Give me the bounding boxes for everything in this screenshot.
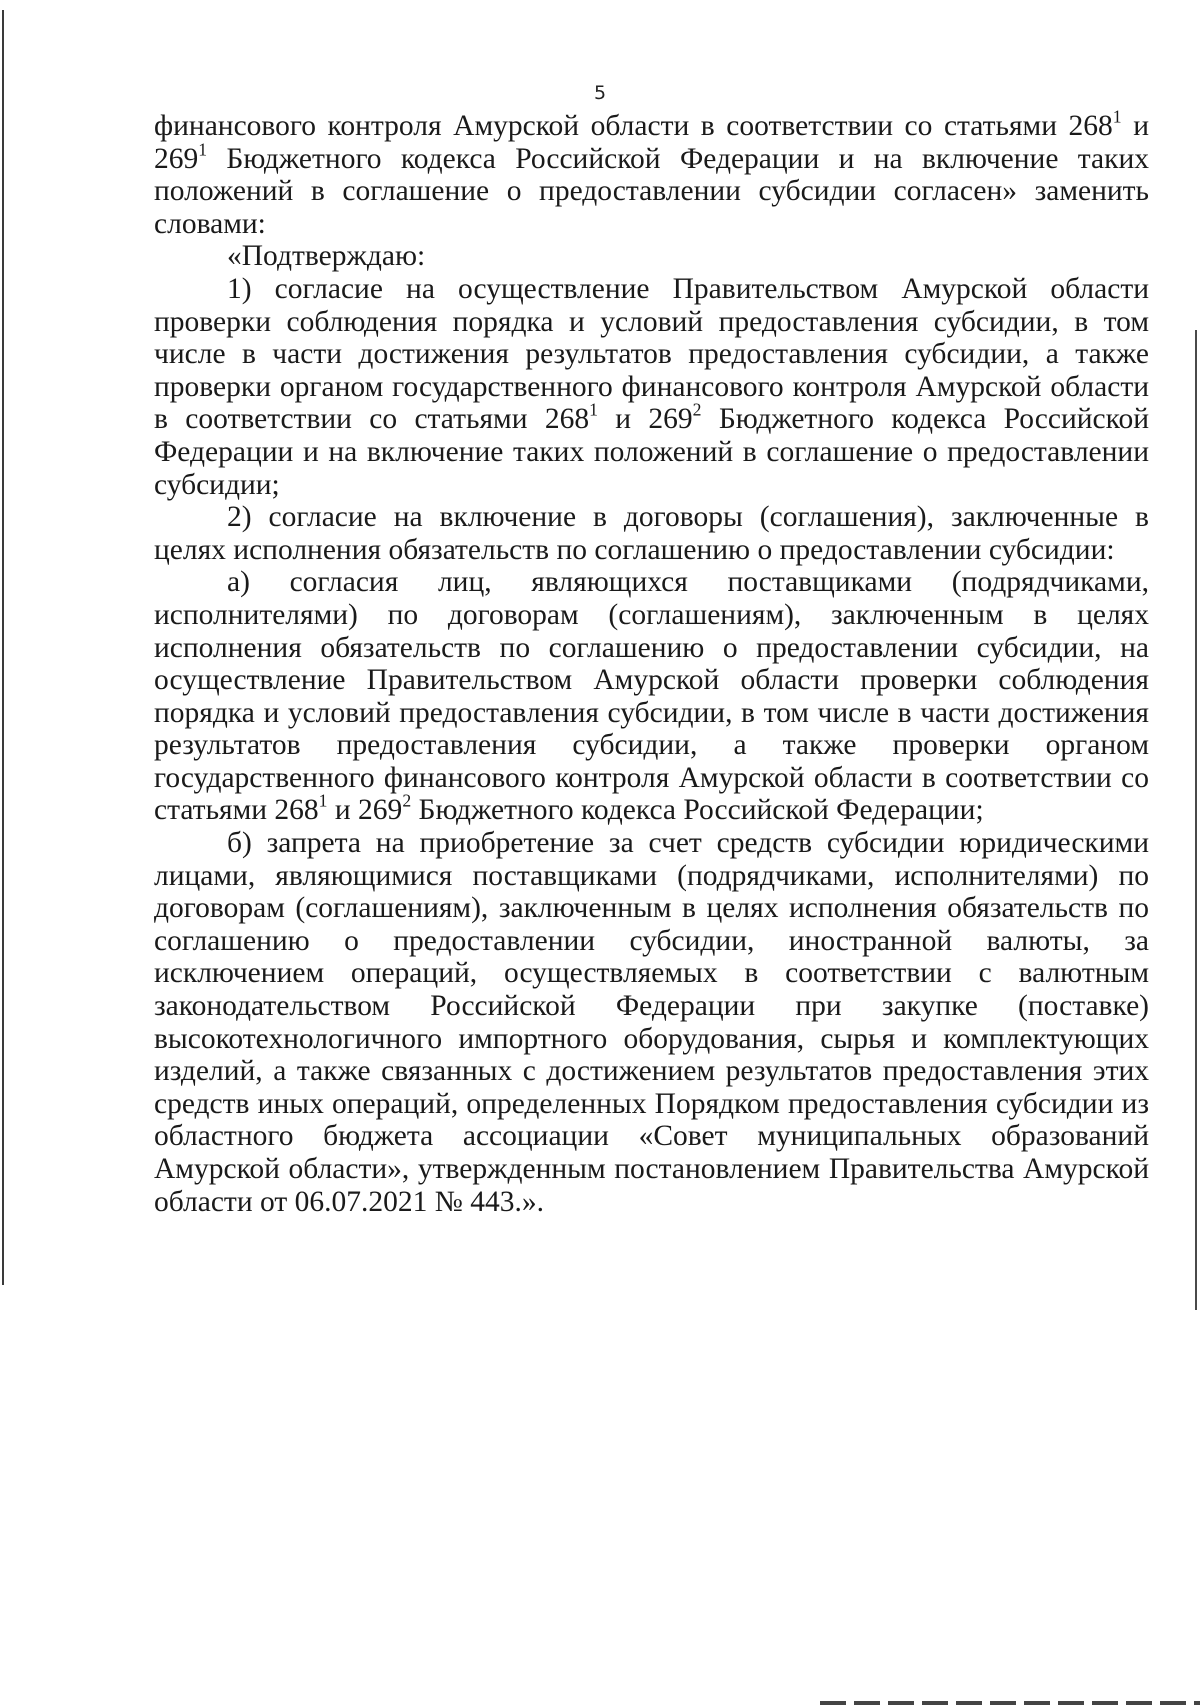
superscript: 2 [402,791,412,812]
paragraph [154,827,1149,1218]
document-body [154,106,1150,1218]
scan-edge-right [1195,330,1197,1310]
paragraph [154,566,1149,827]
text-segment: Бюджетного кодекса Российской Федерации; [411,794,984,827]
superscript: 1 [198,139,208,160]
superscript: 1 [1112,106,1122,127]
text-segment: и 269 [597,403,693,436]
scan-edge-left [2,10,4,1285]
superscript: 2 [692,399,702,420]
page-number: 5 [593,82,607,104]
paragraph [154,273,1149,501]
superscript: 1 [318,791,328,812]
text-segment: «Подтверждаю: [227,240,426,273]
text-segment: б) запрета на приобретение за счет средств субсидии юридическими лицами, являющимися поставщиками (подрядчиками, исполнителями) по договорам (соглашениям), заключенным в целях исполнения обязательств по соглашению о предоставлении субсидии, иностранной валюты, за исключением операций, осуществляемых в соответствии с валютным законодательством Российской Федерации при закупке (поставке) высокотехнологичного импортного оборудования, сырья и комплектующих изделий, а также связанных с достижением результатов предоставления этих средств иных операций, определенных Порядком предоставления субсидии из областного бюджета ассоциации «Совет муниципальных образований Амурской области», утвержденным постановлением Правительства Амурской области от 06.07.2021 № 443.». [154,827,1149,1218]
text-segment: и 269 [154,110,1149,175]
text-segment: Бюджетного кодекса Российской Федерации и на включение таких положений в соглашение о предоставлении субсидии; [154,403,1150,501]
paragraph [154,106,1149,240]
text-segment: и 269 [327,794,403,827]
paragraph [154,240,1149,273]
text-segment: 1) согласие на осуществление Правительством Амурской области проверки соблюдения порядка и условий предоставления субсидии, в том числе в части достижения результатов предоставления субсидии, а также проверки органом государственного финансового контроля Амурской области в соответствии со статьями 268 [154,272,1149,436]
paragraph [154,501,1149,566]
text-segment: 2) согласие на включение в договоры (соглашения), заключенные в целях исполнения обязательств по соглашению о предоставлении субсидии: [154,501,1149,566]
text-segment: а) согласия лиц, являющихся поставщиками (подрядчиками, исполнителями) по договорам (соглашениям), заключенным в целях исполнения обязательств по соглашению о предоставлении субсидии, на осуществление Правительством Амурской области проверки соблюдения порядка и условий предоставления субсидии, в том числе в части достижения результатов предоставления субсидии, а также проверки органом государственного финансового контроля Амурской области в соответствии со статьями 268 [154,566,1149,827]
text-segment: финансового контроля Амурской области в соответствии со статьями 268 [154,110,1113,142]
scan-footer-marks [820,1701,1200,1705]
text-segment: Бюджетного кодекса Российской Федерации и на включение таких положений в соглашение о предоставлении субсидии согласен» заменить словами: [154,142,1149,240]
superscript: 1 [589,399,598,420]
